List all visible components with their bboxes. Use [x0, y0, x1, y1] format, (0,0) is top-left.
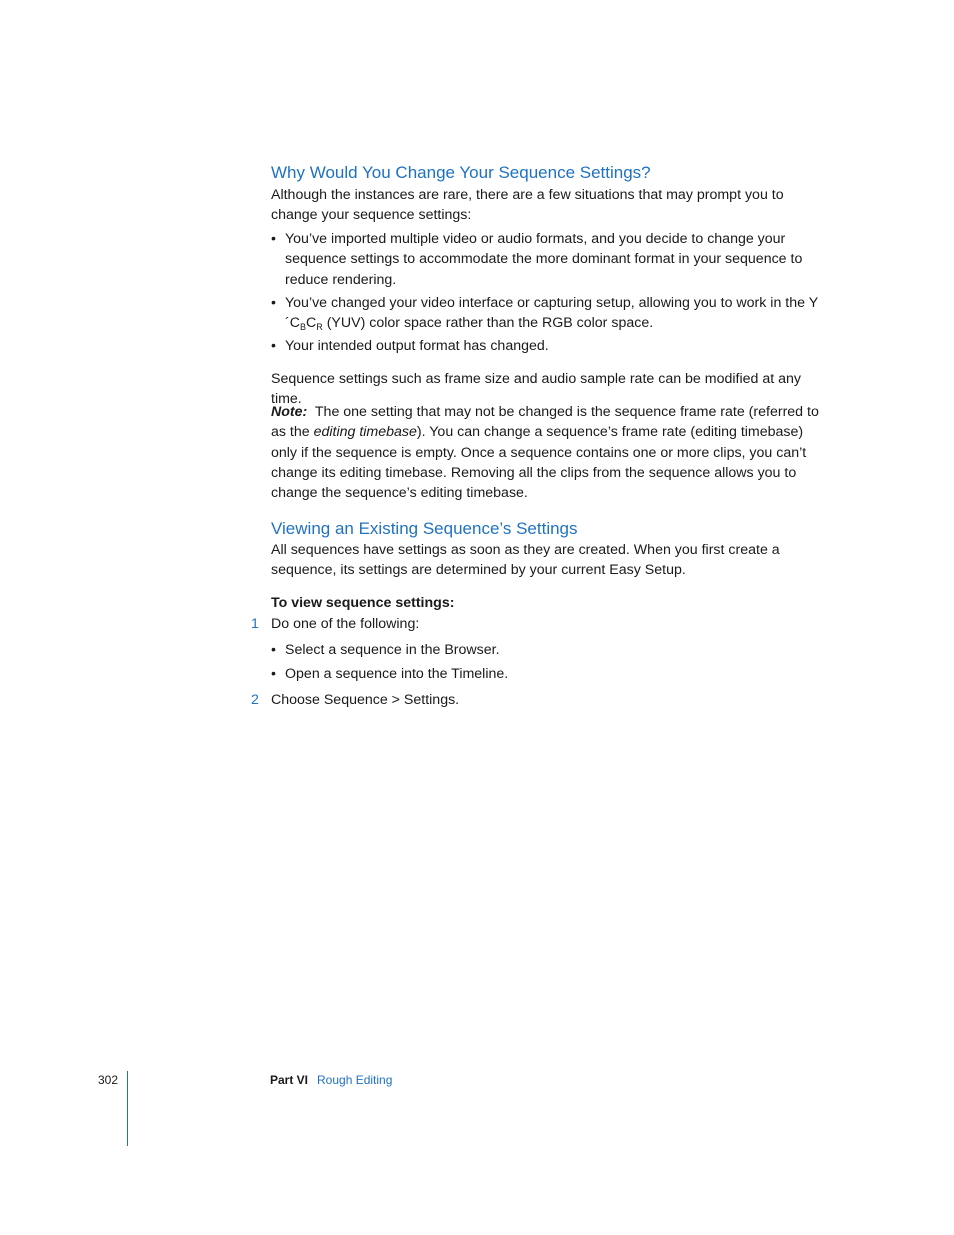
- bullet-text-part: (YUV) color space rather than the RGB color space.: [322, 315, 654, 332]
- bullet-item: [271, 336, 831, 356]
- bullet-text: You’ve imported multiple video or audio formats, and you decide to change your sequence settings to accommodate the more dominant format in your sequence to reduce rendering.: [285, 231, 803, 288]
- footer-part-label: Part VI: [270, 1073, 309, 1087]
- bullet-glyph: •: [271, 642, 276, 658]
- bullet-text-part: C: [306, 315, 317, 332]
- footer-breadcrumb: [270, 1073, 392, 1087]
- step-number: 1: [251, 616, 259, 632]
- sub-bullet-item: [271, 664, 831, 684]
- subscript-b: B: [299, 322, 306, 333]
- bullet-text: Open a sequence into the Timeline.: [285, 666, 509, 682]
- sub-bullet-item: [271, 640, 831, 660]
- section1-paragraph: Sequence settings such as frame size and audio sample rate can be modified at any time.: [271, 371, 801, 408]
- step-number: 2: [251, 692, 259, 708]
- bullet-glyph: •: [271, 231, 276, 247]
- bullet-item: [271, 293, 831, 334]
- step-text: Choose Sequence > Settings.: [271, 692, 460, 708]
- bullet-text: Your intended output format has changed.: [285, 338, 549, 354]
- page-number: 302: [98, 1073, 119, 1087]
- note-italic-term: editing timebase: [313, 424, 417, 441]
- task-title: To view sequence settings:: [271, 595, 455, 611]
- subscript-r: R: [316, 322, 323, 333]
- bullet-text: [285, 293, 831, 334]
- bullet-text-part: You’ve changed your video interface or capturing setup, allowing you to work in the Y´C: [285, 295, 819, 332]
- footer-divider: [127, 1071, 128, 1146]
- step-text: Do one of the following:: [271, 616, 420, 632]
- footer-chapter-link[interactable]: Rough Editing: [317, 1073, 393, 1087]
- note-label: Note:: [271, 404, 308, 420]
- section-heading-change-settings: Why Would You Change Your Sequence Settings?: [271, 163, 651, 182]
- note-text: The one setting that may not be changed is the sequence frame rate (referred to as the: [271, 404, 823, 441]
- section2-intro: All sequences have settings as soon as they are created. When you first create a sequence, its settings are determined by your current Easy Setup.: [271, 542, 780, 579]
- bullet-glyph: •: [271, 338, 276, 354]
- note-text: ). You can change a sequence’s frame rate (editing timebase) only if the sequence is empty. Once a sequence contains one or more clips, you can’t change its editing timebase. Removing all the clips from the sequence allows you to change the sequence’s editing timebase.: [271, 424, 807, 502]
- section-heading-viewing-settings: Viewing an Existing Sequence’s Settings: [271, 519, 578, 538]
- bullet-text: Select a sequence in the Browser.: [285, 642, 500, 658]
- section1-intro: Although the instances are rare, there are a few situations that may prompt you to change your sequence settings:: [271, 187, 784, 224]
- bullet-glyph: •: [271, 295, 276, 311]
- bullet-glyph: •: [271, 666, 276, 682]
- bullet-item: [271, 229, 831, 290]
- note-paragraph: [271, 402, 831, 503]
